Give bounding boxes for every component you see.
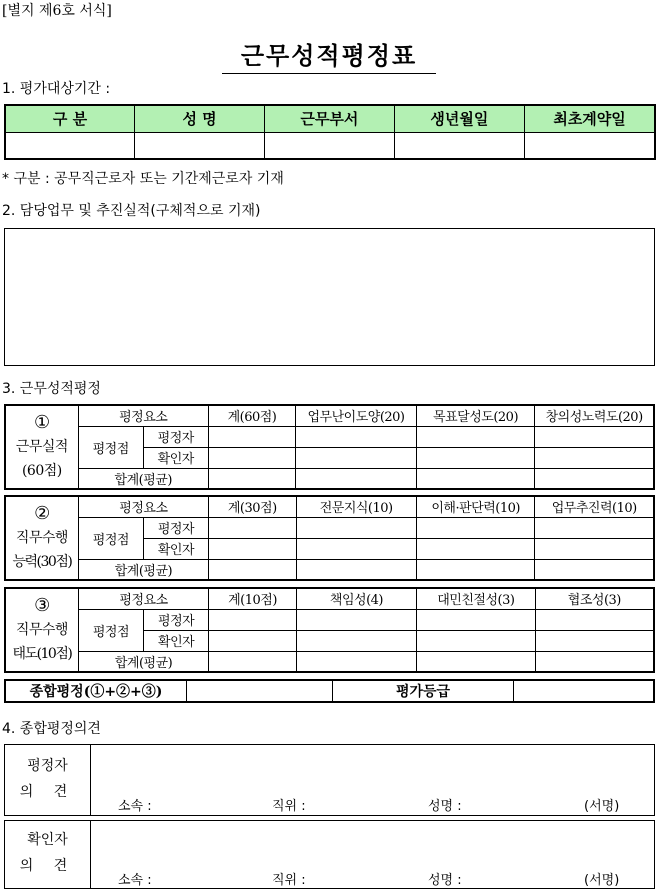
employee-info-table <box>4 104 656 160</box>
block1-rater-2[interactable] <box>416 426 534 447</box>
confirmer-opinion-subtitle: 의 견 <box>19 858 76 874</box>
block3-total-label: 계(10점) <box>209 588 297 609</box>
form-number: [별지 제6호 서식] <box>2 3 112 19</box>
block3-sum-3[interactable] <box>535 651 654 672</box>
section2-heading: 2. 담당업무 및 추진실적(구체적으로 기재) <box>2 203 261 219</box>
confirmer-opinion-input[interactable] <box>92 821 654 869</box>
block1-rater-1[interactable] <box>296 426 417 447</box>
eval-block-performance <box>4 404 655 490</box>
block1-confirmer-2[interactable] <box>416 447 534 468</box>
block1-points: (60점) <box>21 463 62 479</box>
duties-textarea[interactable] <box>4 228 655 366</box>
block2-number: ② <box>34 503 50 524</box>
col-department: 근무부서 <box>265 105 395 132</box>
col-category: 구 분 <box>5 105 135 132</box>
block1-rater-3[interactable] <box>535 426 654 447</box>
eval-block-attitude <box>4 587 655 673</box>
rater-opinion-label <box>5 745 91 815</box>
rater-opinion-box <box>4 744 655 816</box>
block3-rater-3[interactable] <box>535 609 654 630</box>
block1-rater-total[interactable] <box>208 426 295 447</box>
block2-rater-1[interactable] <box>296 517 416 538</box>
block3-rater-2[interactable] <box>417 609 536 630</box>
block2-confirmer-2[interactable] <box>416 538 535 559</box>
block3-number: ③ <box>34 595 50 616</box>
input-birthdate[interactable] <box>394 132 525 159</box>
block2-confirmer-1[interactable] <box>296 538 416 559</box>
block1-sum-3[interactable] <box>535 468 654 489</box>
block1-score-label: 평정점 <box>78 426 143 468</box>
block2-item-3: 업무추진력(10) <box>535 496 654 517</box>
block3-rater: 평정자 <box>144 609 209 630</box>
block1-sum-2[interactable] <box>416 468 534 489</box>
rater-affiliation: 소속 : <box>118 799 152 814</box>
block2-rater-total[interactable] <box>209 517 296 538</box>
block1-sum-total[interactable] <box>208 468 295 489</box>
block2-factor-label: 평정요소 <box>78 496 208 517</box>
overall-value[interactable] <box>187 680 333 702</box>
section3-heading: 3. 근무성적평정 <box>2 381 101 397</box>
block1-label <box>5 405 78 489</box>
block2-confirmer-3[interactable] <box>535 538 654 559</box>
rater-sign-line <box>92 795 654 815</box>
block1-item-1: 업무난이도양(20) <box>296 405 417 426</box>
block3-sum-total[interactable] <box>209 651 297 672</box>
rater-signature[interactable]: (서명) <box>584 799 620 814</box>
block1-confirmer: 확인자 <box>143 447 208 468</box>
confirmer-signature[interactable]: (서명) <box>584 873 620 888</box>
block3-item-1: 책임성(4) <box>296 588 416 609</box>
block3-item-2: 대민친절성(3) <box>417 588 536 609</box>
block1-factor-label: 평정요소 <box>78 405 208 426</box>
block2-rater-3[interactable] <box>535 517 654 538</box>
block2-sum-2[interactable] <box>416 559 535 580</box>
rater-opinion-subtitle: 의 견 <box>19 784 76 800</box>
block2-item-2: 이해·판단력(10) <box>416 496 535 517</box>
block3-confirmer-1[interactable] <box>296 630 416 651</box>
section4-heading: 4. 종합평정의견 <box>2 721 101 737</box>
block3-label <box>5 588 78 672</box>
block2-label <box>5 496 78 580</box>
block2-sum-3[interactable] <box>535 559 654 580</box>
block3-score-label: 평정점 <box>78 609 143 651</box>
col-birthdate: 생년월일 <box>394 105 525 132</box>
block1-item-3: 창의성노력도(20) <box>535 405 654 426</box>
block2-rater: 평정자 <box>143 517 208 538</box>
section1-footnote: * 구분 : 공무직근로자 또는 기간제근로자 기재 <box>2 171 284 187</box>
block3-item-3: 협조성(3) <box>535 588 654 609</box>
eval-block-competency <box>4 495 655 581</box>
rater-position: 직위 : <box>272 799 306 814</box>
input-department[interactable] <box>265 132 395 159</box>
block2-rater-2[interactable] <box>416 517 535 538</box>
block1-total-label: 계(60점) <box>208 405 295 426</box>
block1-confirmer-1[interactable] <box>296 447 417 468</box>
block2-sum-total[interactable] <box>209 559 296 580</box>
block1-confirmer-total[interactable] <box>208 447 295 468</box>
block3-confirmer-2[interactable] <box>417 630 536 651</box>
block3-confirmer: 확인자 <box>144 630 209 651</box>
confirmer-position: 직위 : <box>272 873 306 888</box>
block2-total-label: 계(30점) <box>209 496 296 517</box>
confirmer-opinion-label <box>5 821 91 888</box>
block3-factor-label: 평정요소 <box>78 588 208 609</box>
grade-value[interactable] <box>514 680 655 702</box>
block2-confirmer: 확인자 <box>143 538 208 559</box>
block3-title: 직무수행 <box>15 622 68 638</box>
block3-sum-1[interactable] <box>296 651 416 672</box>
block3-confirmer-total[interactable] <box>209 630 297 651</box>
grade-label: 평가등급 <box>333 680 514 702</box>
col-name: 성 명 <box>135 105 265 132</box>
block1-title: 근무실적 <box>15 439 68 455</box>
block2-sum-1[interactable] <box>296 559 416 580</box>
confirmer-name: 성명 : <box>428 873 462 888</box>
block1-item-2: 목표달성도(20) <box>416 405 534 426</box>
rater-name: 성명 : <box>428 799 462 814</box>
confirmer-affiliation: 소속 : <box>118 873 152 888</box>
block1-rater: 평정자 <box>143 426 208 447</box>
section1-heading: 1. 평가대상기간 : <box>2 81 111 97</box>
block3-rater-1[interactable] <box>296 609 416 630</box>
block1-sum-label: 합계(평균) <box>78 468 208 489</box>
rater-opinion-title: 평정자 <box>27 758 68 774</box>
block2-score-label: 평정점 <box>78 517 143 559</box>
overall-rating-row <box>4 679 655 703</box>
confirmer-sign-line <box>92 869 654 888</box>
block2-title: 직무수행 <box>15 530 68 546</box>
block2-item-1: 전문지식(10) <box>296 496 416 517</box>
block2-points: 능력(30점) <box>12 554 72 570</box>
block2-confirmer-total[interactable] <box>209 538 296 559</box>
block1-sum-1[interactable] <box>296 468 417 489</box>
rater-opinion-input[interactable] <box>92 745 654 795</box>
confirmer-opinion-box <box>4 820 655 889</box>
block3-sum-label: 합계(평균) <box>78 651 208 672</box>
confirmer-opinion-title: 확인자 <box>27 832 68 848</box>
page-title: 근무성적평정표 <box>222 36 436 74</box>
block3-confirmer-3[interactable] <box>535 630 654 651</box>
block3-points: 태도(10점) <box>12 646 72 662</box>
col-first-contract: 최초계약일 <box>525 105 655 132</box>
block3-rater-total[interactable] <box>209 609 297 630</box>
input-category[interactable] <box>5 132 135 159</box>
block2-sum-label: 합계(평균) <box>78 559 208 580</box>
block3-sum-2[interactable] <box>417 651 536 672</box>
block1-number: ① <box>34 412 50 433</box>
overall-label: 종합평정(①+②+③) <box>5 680 187 702</box>
input-name[interactable] <box>135 132 265 159</box>
input-first-contract[interactable] <box>525 132 655 159</box>
block1-confirmer-3[interactable] <box>535 447 654 468</box>
